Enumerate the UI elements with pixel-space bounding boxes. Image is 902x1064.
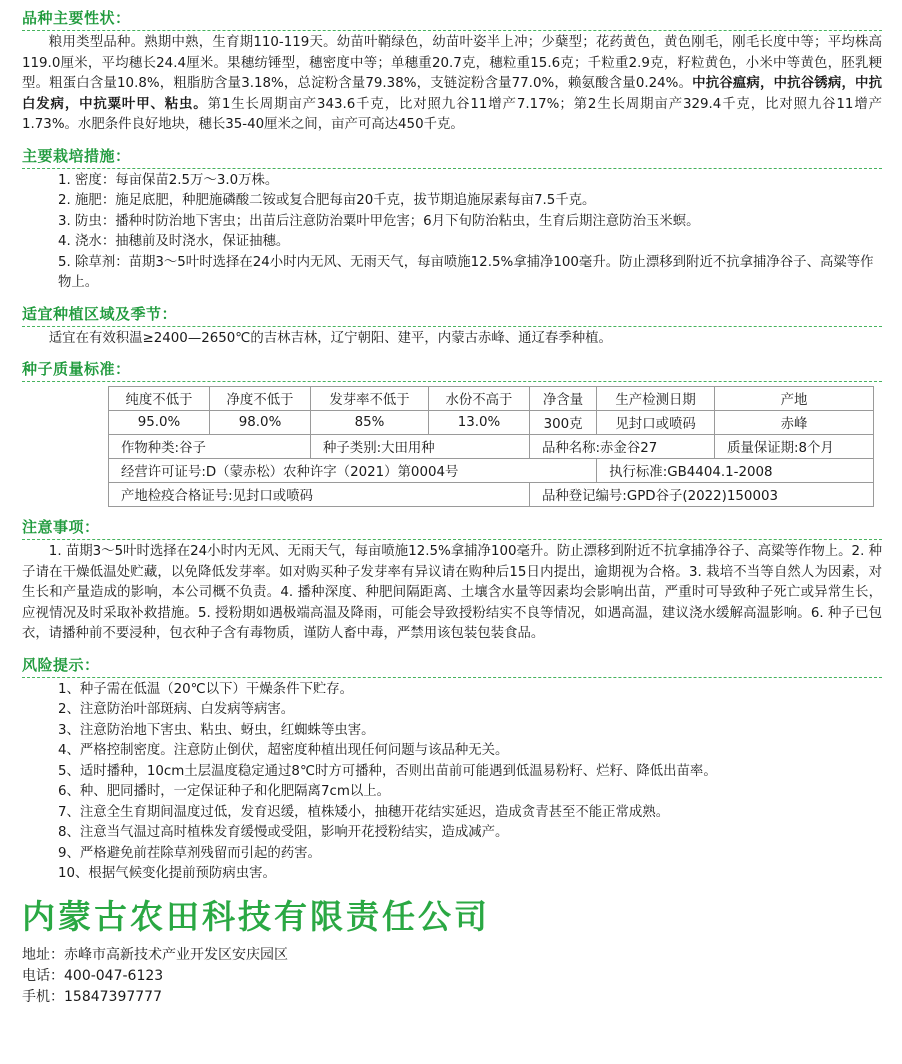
section-title-cultivation: 主要栽培措施： — [22, 146, 131, 165]
section-title-notes: 注意事项： — [22, 518, 100, 536]
traits-resistance: 中抗谷瘟病，中抗谷锈病，中抗白发病，中抗粟叶甲、粘虫。 — [22, 76, 882, 112]
section-divider — [22, 381, 882, 382]
table-cell-license: 经营许可证号:D（蒙赤松）农种许字（2021）第0004号 — [109, 459, 597, 483]
list-item: 5、适时播种，10cm土层温度稳定通过8℃时方可播种，否则出苗前可能遇到低温易粉籽、烂籽、降低出苗率。 — [58, 763, 717, 779]
table-cell: 见封口或喷码 — [597, 411, 715, 435]
section-quality — [22, 357, 882, 507]
table-row — [109, 483, 874, 507]
company-mobile: 手机：15847397777 — [22, 988, 162, 1005]
cultivation-list — [22, 171, 882, 294]
table-cell: 95.0% — [109, 411, 210, 435]
table-cell: 300克 — [529, 411, 596, 435]
table-cell-registration: 品种登记编号:GPD谷子(2022)150003 — [529, 483, 873, 507]
company-name: 内蒙古农田科技有限责任公司 — [22, 896, 490, 936]
table-header-cell: 生产检测日期 — [597, 387, 715, 411]
section-divider — [22, 539, 882, 540]
risks-list — [22, 680, 882, 885]
company-footer — [22, 895, 882, 1008]
section-divider — [22, 326, 882, 327]
traits-paragraph — [22, 33, 882, 136]
list-item: 9、严格避免前茬除草剂残留而引起的药害。 — [58, 845, 321, 861]
table-row — [109, 435, 874, 459]
section-cultivation — [22, 144, 882, 294]
list-item: 3、注意防治地下害虫、粘虫、蚜虫，红蜘蛛等虫害。 — [58, 722, 375, 738]
section-divider — [22, 168, 882, 169]
table-cell: 13.0% — [428, 411, 529, 435]
table-cell: 98.0% — [210, 411, 311, 435]
list-item: 6、种、肥同播时，一定保证种子和化肥隔离7cm以上。 — [58, 784, 391, 799]
section-region — [22, 302, 882, 350]
section-divider — [22, 30, 882, 31]
region-paragraph: 适宜在有效积温≥2400—2650℃的吉林吉林，辽宁朝阳、建平，内蒙古赤峰、通辽春季种植。 — [48, 330, 612, 346]
company-address: 地址：赤峰市高新技术产业开发区安庆园区 — [22, 946, 288, 963]
table-cell-seed-class: 种子类别:大田用种 — [311, 435, 530, 459]
list-item: 3. 防虫：播种时防治地下害虫；出苗后注意防治粟叶甲危害；6月下旬防治粘虫，生育后期注意防治玉米螟。 — [58, 213, 700, 229]
table-header-cell: 净度不低于 — [210, 387, 311, 411]
table-cell: 85% — [311, 411, 429, 435]
notes-paragraph: 1. 苗期3～5叶时选择在24小时内无风、无雨天气，每亩喷施12.5%拿捕净100毫升。防止漂移到附近不抗拿捕净谷子、高粱等作物上。2. 种子请在干燥低温处贮藏，以免降低发芽率。如对购买种子发芽率有异议请在购种后15日内提出，逾期视为合格。3. 栽培不当等自然人为因素，对生长和产量造成的影响，本公司概不负责。4. 播种深度、种肥间隔距离、土壤含水量等因素均会影响出苗，严重时可导致种子死亡或异常生长，应视情况及时采取补救措施。5. 授粉期如遇极端高温及降雨，可能会导致授粉结实不良等情况，如遇高温，建议浇水缓解高温影响。6. 种子已包衣，请播种前不要浸种，包衣种子含有毒物质，谨防人畜中毒，严禁用该包装包装食品。 — [22, 544, 882, 641]
section-title-quality: 种子质量标准： — [22, 360, 131, 378]
list-item: 2. 施肥：施足底肥，种肥施磷酸二铵或复合肥每亩20千克，拔节期追施尿素每亩7.5千克。 — [58, 193, 596, 208]
list-item: 7、注意全生育期间温度过低，发育迟缓，植株矮小，抽穗开花结实延迟，造成贪青甚至不能正常成熟。 — [58, 804, 670, 820]
section-divider — [22, 677, 882, 678]
table-row — [109, 387, 874, 411]
table-row — [109, 459, 874, 483]
table-cell: 赤峰 — [715, 411, 874, 435]
table-header-cell: 水份不高于 — [428, 387, 529, 411]
table-header-cell: 纯度不低于 — [109, 387, 210, 411]
section-title-risks: 风险提示： — [22, 655, 100, 674]
table-cell-standard: 执行标准:GB4404.1-2008 — [597, 459, 874, 483]
section-notes — [22, 515, 882, 645]
table-cell-quarantine: 产地检疫合格证号:见封口或喷码 — [109, 483, 530, 507]
table-cell-variety: 品种名称:赤金谷27 — [529, 435, 714, 459]
quality-table — [108, 386, 874, 507]
list-item: 4、严格控制密度。注意防止倒伏，超密度种植出现任何问题与该品种无关。 — [58, 743, 509, 758]
section-title-traits: 品种主要性状： — [22, 9, 131, 27]
table-header-cell: 净含量 — [529, 387, 596, 411]
list-item: 1. 密度：每亩保苗2.5万～3.0万株。 — [58, 172, 279, 188]
section-risks — [22, 653, 882, 885]
list-item: 4. 浇水：抽穗前及时浇水，保证抽穗。 — [58, 234, 290, 249]
table-row — [109, 411, 874, 435]
section-title-region: 适宜种植区域及季节： — [22, 304, 178, 323]
list-item — [22, 253, 882, 294]
table-header-cell: 发芽率不低于 — [311, 387, 429, 411]
list-item: 1、种子需在低温（20℃以下）干燥条件下贮存。 — [58, 681, 354, 697]
table-header-cell: 产地 — [715, 387, 874, 411]
traits-text-a: 粮用类型品种。熟期中熟，生育期110-119天。幼苗叶鞘绿色，幼苗叶姿半上冲；少蘖型；花药黄色，黄色刚毛，刚毛长度中等；平均株高119.0厘米，平均穗长24.4厘米。果穗纺锤型，穗密度中等；单穗重20.7克，穗粒重15.6克；千粒重2.9克，籽粒黄色，小米中等黄色，胚乳粳型。粗蛋白含量10.8%，粗脂肪含量3.18%，总淀粉含量79.38%，支链淀粉含量77.0%，赖氨酸含量0.24%。 — [22, 35, 882, 91]
list-item: 10、根据气候变化提前预防病虫害。 — [58, 866, 276, 881]
section-traits — [22, 6, 882, 136]
list-item: 8、注意当气温过高时植株发育缓慢或受阻，影响开花授粉结实，造成减产。 — [58, 825, 509, 840]
company-phone: 电话：400-047-6123 — [22, 967, 164, 984]
table-cell-crop: 作物种类:谷子 — [109, 435, 311, 459]
traits-text-b: 第1生长周期亩产343.6千克，比对照九谷11增产7.17%；第2生长周期亩产329.4千克，比对照九谷11增产1.73%。水肥条件良好地块，穗长35-40厘米之间，亩产可高达450千克。 — [22, 96, 883, 132]
list-item: 2、注意防治叶部斑病、白发病等病害。 — [58, 702, 295, 717]
table-cell-warranty: 质量保证期:8个月 — [715, 435, 874, 459]
list-item-text: 5. 除草剂：苗期3～5叶时选择在24小时内无风、无雨天气，每亩喷施12.5%拿捕净100毫升。防止漂移到附近不抗拿捕净谷子、高粱等作物上。 — [58, 254, 874, 290]
